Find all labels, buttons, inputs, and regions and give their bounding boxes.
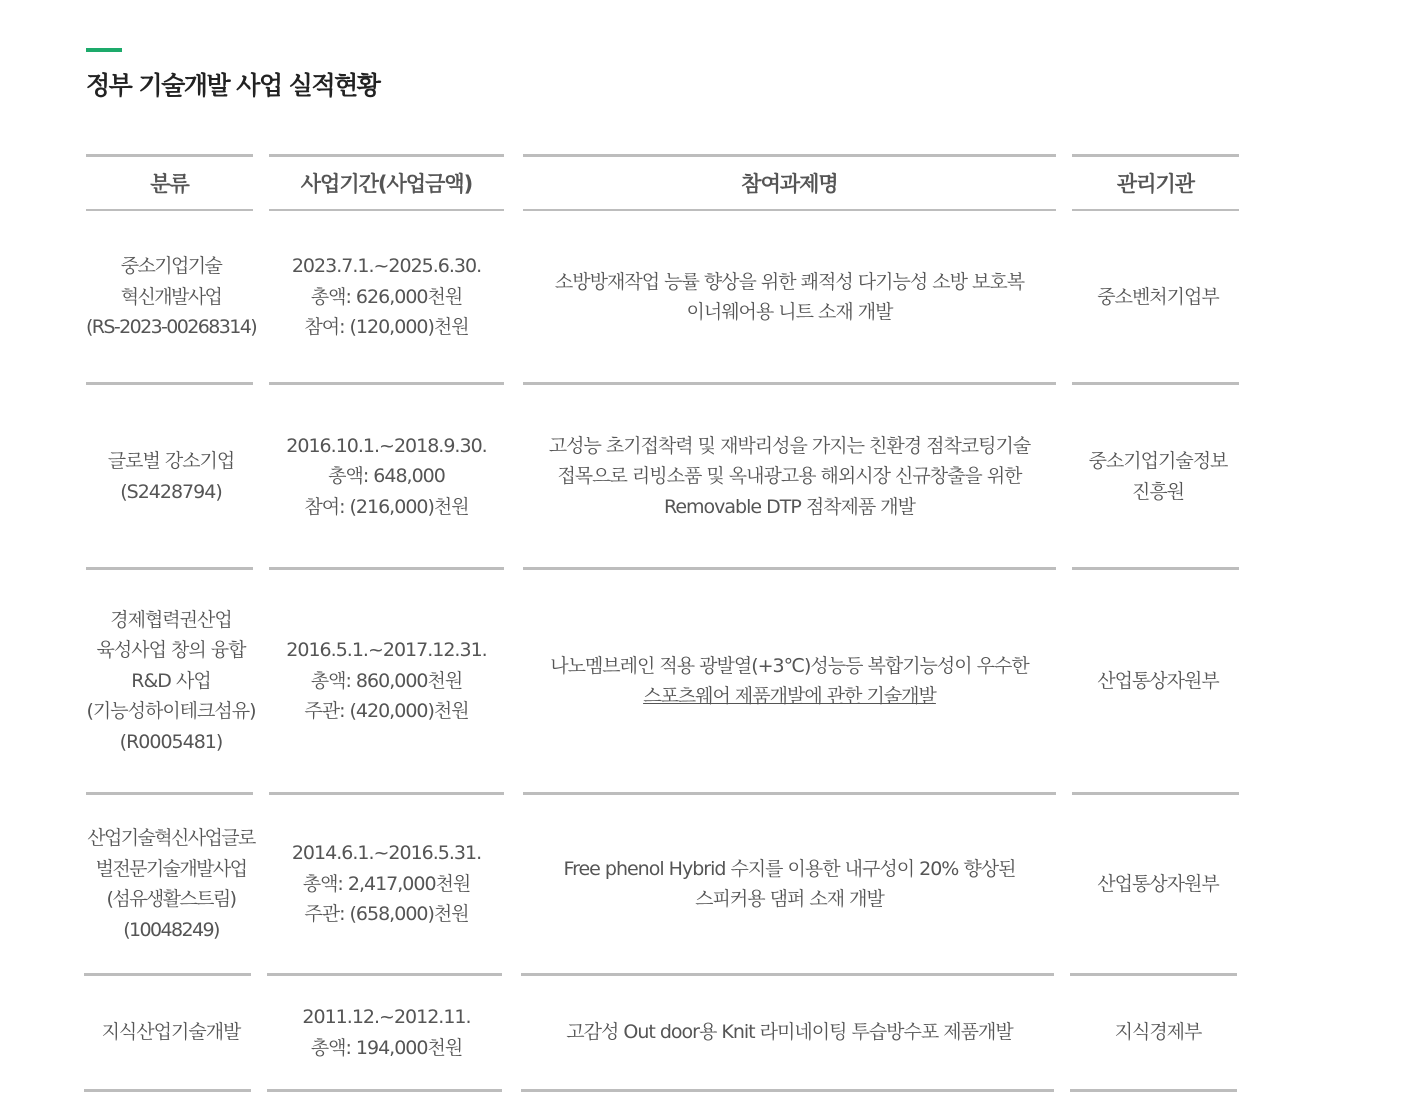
header-category: 분류 [86,154,253,211]
row-period: 2014.6.1.~2016.5.31. 총액: 2,417,000천원 주관: (658,000)천원 [291,842,482,926]
row-category: 글로벌 강소기업 (S2428794) [107,450,235,503]
row-category: 경제협력권산업 육성사업 창의 융합 R&D 사업 (기능성하이테크섬유) (R0005481) [86,608,256,753]
row-period: 2016.10.1.~2018.9.30. 총액: 648,000 참여: (216,000)천원 [286,434,487,518]
row-category: 지식산업기술개발 [101,1021,241,1044]
row-agency: 산업통상자원부 [1097,872,1219,895]
header-period: 사업기간(사업금액) [269,154,504,211]
header-agency: 관리기관 [1072,154,1239,211]
title-accent-bar [86,48,122,52]
row-divider [1070,1089,1237,1092]
row-project-line-1: 나노멤브레인 적용 광발열(+3℃)성능등 복합기능성이 우수한 [550,654,1029,677]
row-divider [267,1089,502,1092]
row-project: 소방방재작업 능률 향상을 위한 쾌적성 다기능성 소방 보호복 이너웨어용 니트 소재 개발 [554,270,1025,323]
page-title: 정부 기술개발 사업 실적현황 [86,71,380,100]
row-project: 고성능 초기접착력 및 재박리성을 가지는 친환경 점착코팅기술 접목으로 리빙소품 및 옥내광고용 해외시장 신규창출을 위한 Removable DTP 점착제품 개발 [548,434,1031,518]
header-project: 참여과제명 [523,154,1056,211]
row-category: 산업기술혁신사업글로 벌전문기술개발사업 (섬유생활스트림) (10048249) [87,827,255,941]
row-project: Free phenol Hybrid 수지를 이용한 내구성이 20% 향상된 스피커용 댐퍼 소재 개발 [563,857,1016,910]
row-divider [84,1089,251,1092]
row-period: 2016.5.1.~2017.12.31. 총액: 860,000천원 주관: (420,000)천원 [286,639,487,723]
row-project-line-2: 스포츠웨어 제품개발에 관한 기술개발 [643,685,936,707]
row-period: 2023.7.1.~2025.6.30. 총액: 626,000천원 참여: (120,000)천원 [291,255,482,339]
row-project [550,651,1028,712]
row-category: 중소기업기술 혁신개발사업 (RS-2023-00268314) [85,255,257,339]
row-divider [521,1089,1054,1092]
row-agency: 중소기업기술정보 진흥원 [1088,450,1228,503]
row-agency: 지식경제부 [1114,1021,1202,1044]
row-agency: 중소벤처기업부 [1097,285,1219,308]
row-agency: 산업통상자원부 [1097,669,1219,692]
row-period: 2011.12.~2012.11. 총액: 194,000천원 [302,1006,471,1059]
row-project: 고감성 Out door용 Knit 라미네이팅 투습방수포 제품개발 [566,1021,1013,1044]
